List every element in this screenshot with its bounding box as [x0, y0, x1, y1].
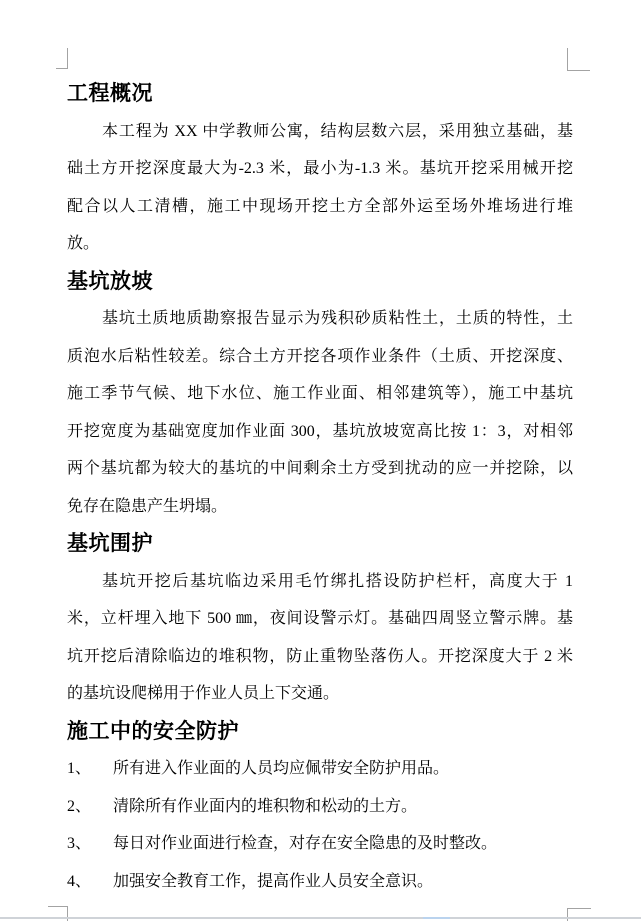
- paragraph-line: 两个基坑都为较大的基坑的中间剩余土方受到扰动的应一并挖除，以: [67, 460, 573, 477]
- list-number: 1、: [67, 760, 92, 777]
- paragraph-pit-enclosure: [67, 563, 573, 713]
- paragraph-line: 配合以人工清槽，施工中现场开挖土方全部外运至场外堆场进行堆: [67, 197, 573, 215]
- list-item: [67, 825, 573, 863]
- list-item-text: 清除所有作业面内的堆积物和松动的土方。: [113, 797, 418, 815]
- paragraph-line: 米，立杆埋入地下 500 ㎜，夜间设警示灯。基础四周竖立警示牌。基: [67, 610, 573, 627]
- list-number: 2、: [67, 797, 92, 815]
- list-item-text: 每日对作业面进行检查，对存在安全隐患的及时整改。: [113, 835, 498, 852]
- paragraph-line: 础土方开挖深度最大为-2.3 米，最小为-1.3 米。基坑开挖采用械开挖: [67, 160, 573, 177]
- page-bottom-edge: [0, 917, 641, 919]
- page-bottom-edge-accent: [423, 917, 450, 919]
- list-item-text: 加强安全教育工作，提高作业人员安全意识。: [113, 872, 434, 890]
- paragraph-line: 本工程为 XX 中学教师公寓，结构层数六层，采用独立基础，基: [102, 122, 573, 140]
- paragraph-line: 坑开挖后清除临边的堆积物，防止重物坠落伤人。开挖深度大于 2 米: [67, 647, 573, 665]
- list-item: [67, 788, 573, 826]
- paragraph-line: 放。: [67, 235, 100, 252]
- list-item: [67, 750, 573, 788]
- paragraph-line: 施工季节气候、地下水位、施工作业面、相邻建筑等），施工中基坑: [67, 385, 573, 402]
- paragraph-line: 开挖宽度为基础宽度加作业面 300，基坑放坡宽高比按 1：3，对相邻: [67, 422, 573, 440]
- list-number: 4、: [67, 872, 92, 890]
- section-heading-project-overview: 工程概况: [67, 81, 153, 105]
- paragraph-line: 质泡水后粘性较差。综合土方开挖各项作业条件（土质、开挖深度、: [67, 347, 573, 365]
- safety-list: [67, 750, 573, 900]
- list-number: 3、: [67, 835, 92, 852]
- paragraph-line: 基坑开挖后基坑临边采用毛竹绑扎搭设防护栏杆，高度大于 1: [102, 572, 573, 590]
- paragraph-project-overview: [67, 113, 573, 263]
- text-boundary-mark-top-right: [567, 48, 590, 71]
- text-boundary-mark-top-left: [56, 48, 68, 69]
- list-item-text: 所有进入作业面的人员均应佩带安全防护用品。: [113, 760, 450, 777]
- paragraph-line: 的基坑设爬梯用于作业人员上下交通。: [67, 685, 340, 702]
- list-item: [67, 863, 573, 901]
- section-heading-pit-enclosure: 基坑围护: [67, 531, 153, 555]
- text-boundary-mark-bottom-right: [567, 908, 591, 921]
- paragraph-line: 免存在隐患产生坍塌。: [67, 497, 228, 515]
- paragraph-line: 基坑土质地质勘察报告显示为残积砂质粘性土，土质的特性，土: [102, 310, 573, 327]
- section-heading-pit-sloping: 基坑放坡: [67, 268, 153, 293]
- paragraph-pit-sloping: [67, 300, 573, 525]
- section-heading-safety-protection: 施工中的安全防护: [67, 718, 239, 743]
- document-text-area[interactable]: [67, 75, 573, 900]
